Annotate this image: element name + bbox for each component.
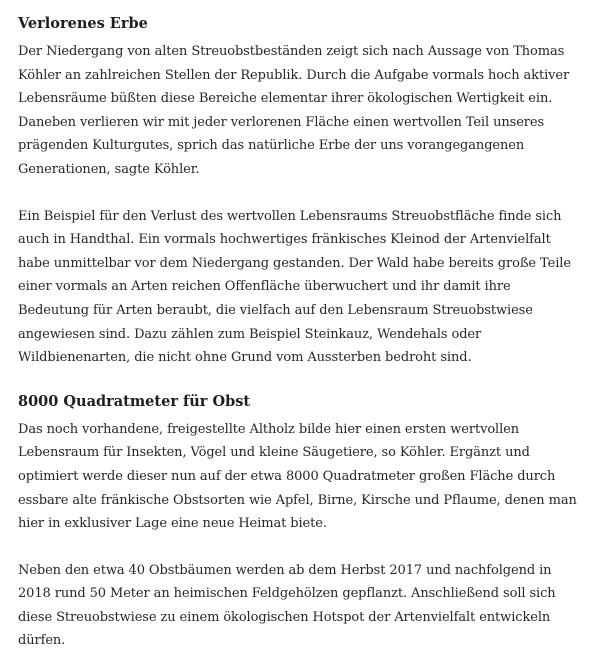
paragraph: Das noch vorhandene, freigestellte Altholz bilde hier einen ersten wertvollen Lebensraum für Insekten, Vögel und kleine Säugetiere, so Köhler. Ergänzt und optimiert werde dieser nun auf der etwa 8000 Quadratmeter großen Fläche durch essbare alte fränkische Obstsorten wie Apfel, Birne, Kirsche und Pflaume, denen man hier in exklusiver Lage eine neue Heimat biete.: [18, 421, 577, 532]
paragraph: Der Niedergang von alten Streuobstbeständen zeigt sich nach Aussage von Thomas Köhler an zahlreichen Stellen der Republik. Durch die Aufgabe vormals hoch aktiver Lebensräume büßten diese Bereiche elementar ihrer ökologischen Wertigkeit ein. Daneben verlieren wir mit jeder verlorenen Fläche einen wertvollen Teil unseres prägenden Kulturgutes, sprich das natürliche Erbe der uns vorangegangenen Generationen, sagte Köhler.: [18, 44, 570, 177]
section-heading-quadratmeter-obst: 8000 Quadratmeter für Obst: [18, 392, 251, 410]
paragraph: Neben den etwa 40 Obstbäumen werden ab dem Herbst 2017 und nachfolgend in 2018 rund 50 Meter an heimischen Feldgehölzen gepflanzt. Anschließend soll sich diese Streuobstwiese zu einem ökologischen Hotspot der Artenvielfalt entwickeln dürfen.: [18, 562, 556, 649]
paragraph: Ein Beispiel für den Verlust des wertvollen Lebensraums Streuobstfläche finde sich auch in Handthal. Ein vormals hochwertiges fränkisches Kleinod der Artenvielfalt habe unmittelbar vor dem Niedergang gestanden. Der Wald habe bereits große Teile einer vormals an Arten reichen Offenfläche überwuchert und ihr damit ihre Bedeutung für Arten beraubt, die vielfach auf den Lebensraum Streuobstwiese angewiesen sind. Dazu zählen zum Beispiel Steinkauz, Wendehals oder Wildbienenarten, die nicht ohne Grund vom Aussterben bedroht sind.: [18, 208, 571, 366]
section-heading-verlorenes-erbe: Verlorenes Erbe: [18, 15, 148, 32]
